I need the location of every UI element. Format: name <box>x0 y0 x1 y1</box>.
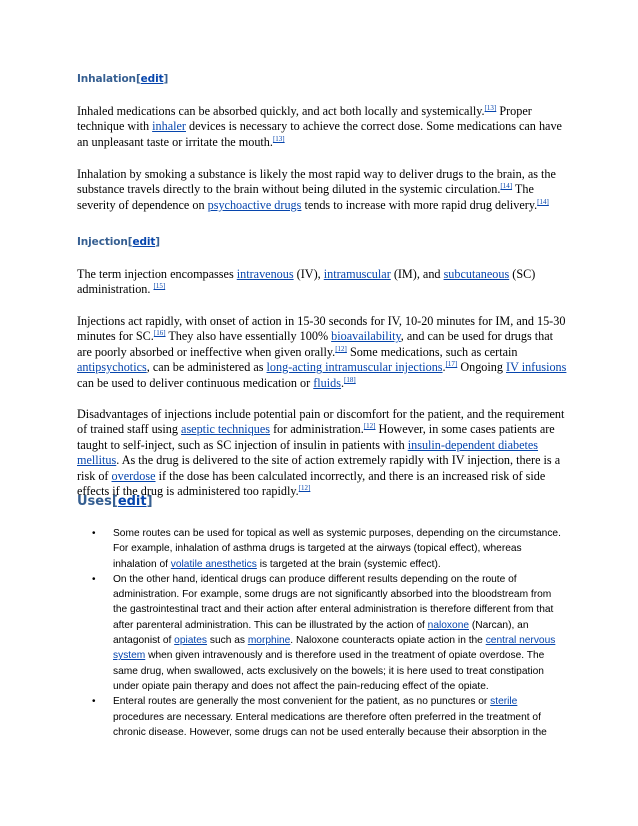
link-aseptic-techniques[interactable]: aseptic techniques <box>181 422 271 437</box>
link-overdose[interactable]: overdose <box>111 468 156 483</box>
link-long-acting-injections[interactable]: long-acting intramuscular injections <box>266 360 443 375</box>
link-intramuscular[interactable]: intramuscular <box>323 267 391 281</box>
citation-14[interactable]: [14] <box>537 197 549 206</box>
link-intravenous[interactable]: intravenous <box>236 267 294 281</box>
citation-16[interactable]: [16] <box>153 329 166 338</box>
edit-link-injection[interactable]: edit <box>132 236 156 248</box>
citation-12[interactable]: [12] <box>298 484 311 493</box>
citation-17[interactable]: [17] <box>445 360 458 369</box>
inhalation-paragraph-1: Inhaled medications can be absorbed quickly, and act both locally and systemically.[13] Proper technique with inhaler devices is necessary to achieve the correct dose. Some medications can have an unpleasant taste or irritate the mouth.[13] <box>77 104 562 149</box>
link-fluids[interactable]: fluids <box>313 375 341 390</box>
link-bioavailability[interactable]: bioavailability <box>331 329 401 344</box>
list-item: • Some routes can be used for topical as well as systemic purposes, depending on the circumstance. For example, inhalation of asthma drugs is targeted at the airways (topical effect), whereas inhalation of volatile anesthetics is targeted at the brain (systemic effect). <box>92 528 561 570</box>
link-central-nervous-system[interactable]: central nervous system <box>113 635 556 662</box>
list-item: • Enteral routes are generally the most convenient for the patient, as no punctures or sterile procedures are necessary. Enteral medications are therefore often preferred in the treatment of chronic disease. However, some drugs can not be used enterally because their absorption in the <box>92 696 547 738</box>
link-psychoactive-drugs[interactable]: psychoactive drugs <box>207 197 302 212</box>
injection-paragraph-3: Disadvantages of injections include potential pain or discomfort for the patient, and the requirement of trained staff using aseptic techniques for administration.[12] However, in some cases patients are taught to self-inject, such as SC injection of insulin in patients with insulin-dependent diabetes mellitus. As the drug is delivered to the site of action extremely rapidly with IV injection, there is a risk of overdose if the dose has been calculated incorrectly, and there is an increased risk of side effects if the drug is administered too rapidly.[12] <box>77 407 565 499</box>
bullet-icon: • <box>92 573 96 585</box>
citation-18[interactable]: [18] <box>344 375 356 384</box>
link-subcutaneous[interactable]: subcutaneous <box>443 267 510 281</box>
heading-inhalation: Inhalation[edit] <box>77 73 169 85</box>
citation-12[interactable]: [12] <box>335 344 347 353</box>
citation-14[interactable]: [14] <box>500 182 513 191</box>
list-item: • On the other hand, identical drugs can produce different results depending on the route of administration. For example, some drugs are not significantly absorbed into the bloodstream from the gastrointestinal tract and their action after enteral administration is therefore different from that after parenteral administration. This can be illustrated by the action of naloxone (Narcan), an antagonist of opiates such as morphine. Naloxone counteracts opiate action in the central nervous system when given intravenously and is therefore used in the treatment of opiate overdose. The same drug, when swallowed, acts exclusively on the bowels; it is here used to treat constipation under opiate pain therapy and does not affect the pain-reducing effect of the opiate. <box>92 573 556 692</box>
citation-15[interactable]: [15] <box>153 282 166 291</box>
heading-uses: Uses[edit] <box>77 494 153 509</box>
edit-link-inhalation[interactable]: edit <box>140 73 164 85</box>
link-opiates[interactable]: opiates <box>174 635 208 647</box>
citation-13[interactable]: [13] <box>272 134 285 143</box>
link-naloxone[interactable]: naloxone <box>427 619 470 631</box>
link-antipsychotics[interactable]: antipsychotics <box>77 360 147 375</box>
edit-link-uses[interactable]: edit <box>117 494 147 509</box>
link-morphine[interactable]: morphine <box>247 635 291 647</box>
link-sterile[interactable]: sterile <box>490 696 518 708</box>
bullet-icon: • <box>92 696 96 708</box>
link-inhaler[interactable]: inhaler <box>152 119 186 134</box>
injection-paragraph-2: Injections act rapidly, with onset of action in 15-30 seconds for IV, 10-20 minutes for IM, and 15-30 minutes for SC.[16] They also have essentially 100% bioavailability, and can be used for drugs that are poorly absorbed or ineffective when given orally.[12] Some medications, such as certain antipsychotics, can be administered as long-acting intramuscular injections.[17] Ongoing IV infusions can be used to deliver continuous medication or fluids.[18] <box>77 314 567 390</box>
link-iv-infusions[interactable]: IV infusions <box>506 360 567 375</box>
bullet-icon: • <box>92 528 96 539</box>
link-volatile-anesthetics[interactable]: volatile anesthetics <box>170 558 257 570</box>
inhalation-paragraph-2: Inhalation by smoking a substance is likely the most rapid way to deliver drugs to the brain, as the substance travels directly to the brain without being diluted in the systemic circulation.[14] The severity of dependence on psychoactive drugs tends to increase with more rapid drug delivery.[14] <box>77 167 556 212</box>
citation-13[interactable]: [13] <box>484 104 497 112</box>
heading-injection: Injection[edit] <box>77 236 160 248</box>
link-insulin-dependent-diabetes[interactable]: insulin-dependent diabetes mellitus <box>77 437 539 468</box>
citation-12[interactable]: [12] <box>363 422 376 431</box>
injection-paragraph-1: The term injection encompasses intravenous (IV), intramuscular (IM), and subcutaneous (SC) administration. [15] <box>77 267 536 297</box>
uses-list <box>77 526 567 740</box>
